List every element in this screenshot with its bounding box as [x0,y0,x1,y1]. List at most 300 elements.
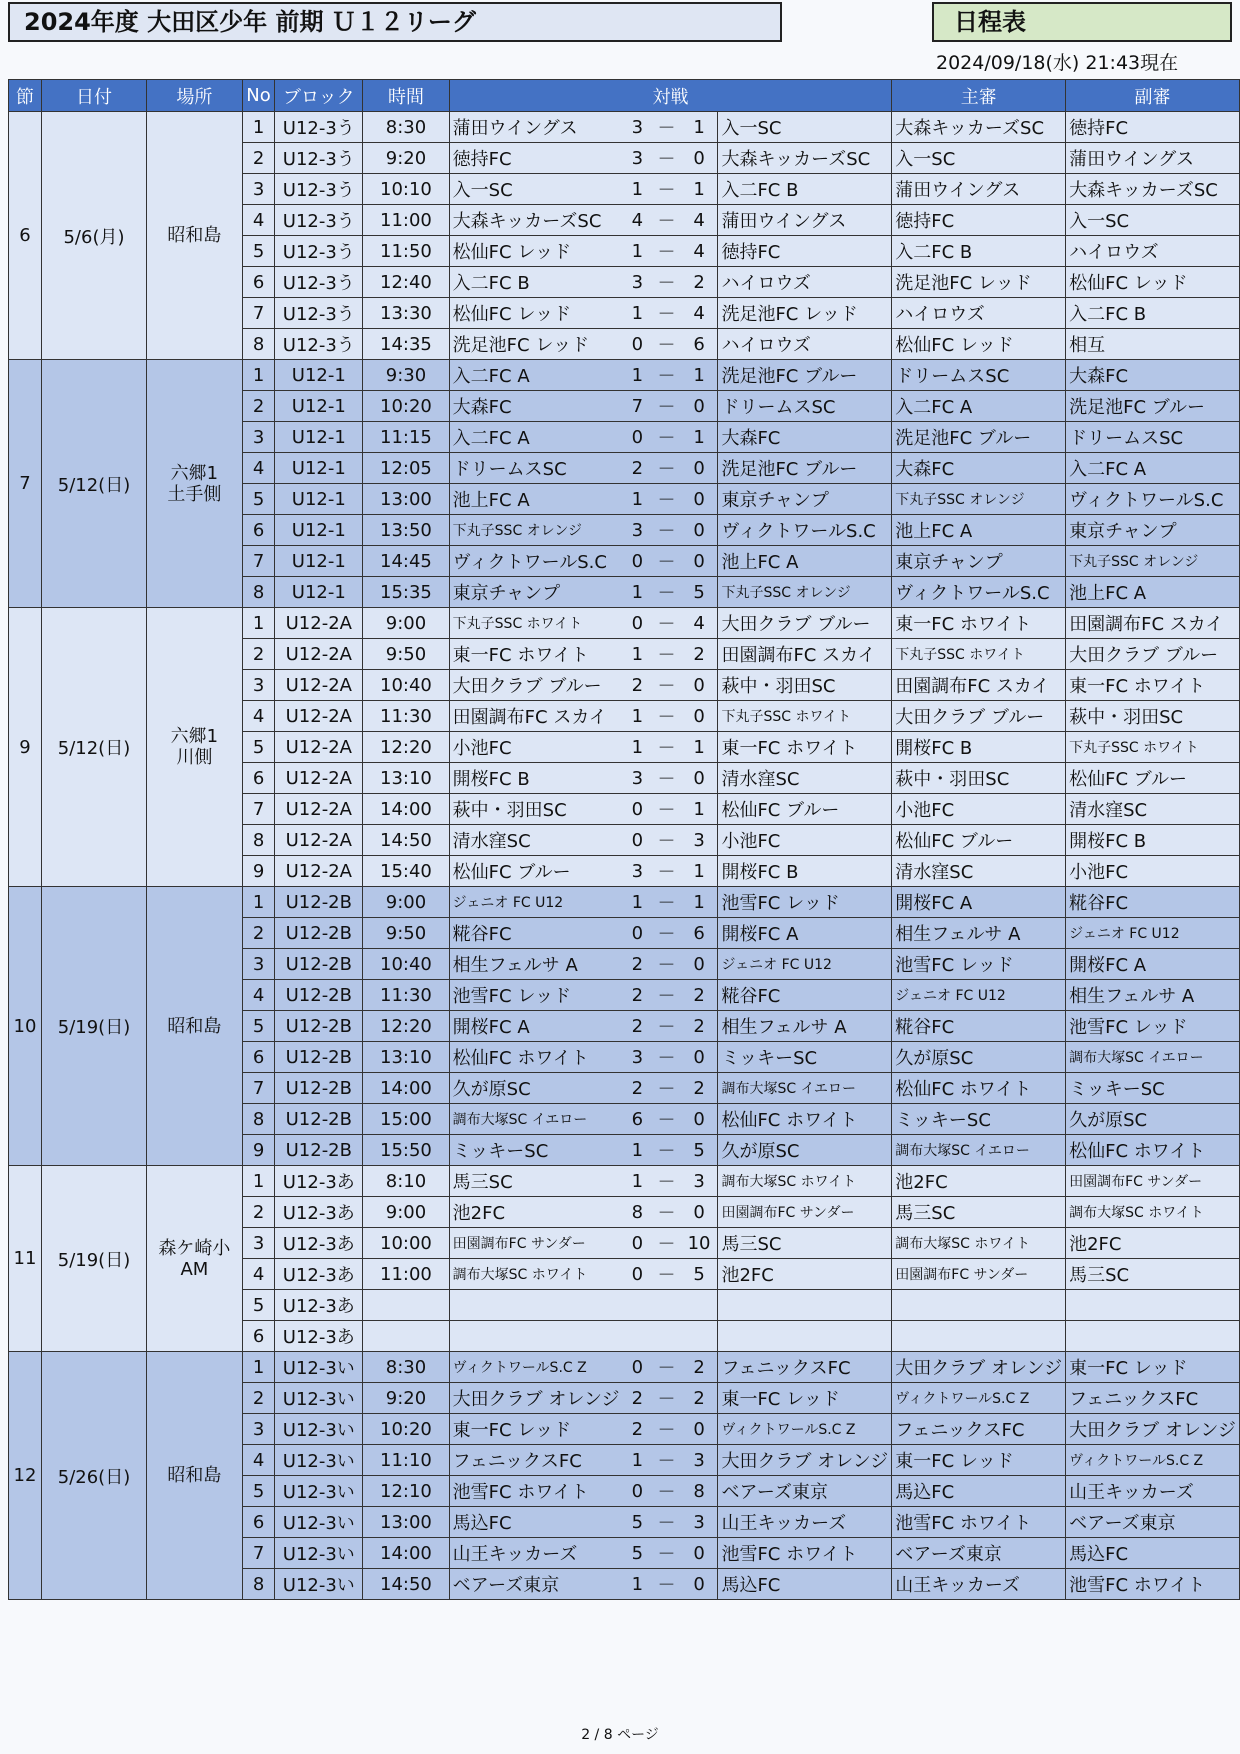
place-cell: 六郷1 土手側 [147,360,243,608]
place-cell: 昭和島 [147,887,243,1166]
time-cell: 9:00 [363,887,449,918]
score-dash: － [652,1011,680,1042]
block-cell: U12-3い [275,1445,363,1476]
block-cell: U12-2B [275,1042,363,1073]
away-team: 松仙FC ブルー [718,794,892,825]
match-no: 8 [242,1104,275,1135]
home-team: 池上FC A [449,484,622,515]
block-cell: U12-3あ [275,1228,363,1259]
match-no: 1 [242,887,275,918]
away-score: 0 [681,1197,718,1228]
block-cell: U12-3い [275,1383,363,1414]
score-dash: － [652,391,680,422]
match-no: 7 [242,546,275,577]
away-score: 0 [681,949,718,980]
score-dash: － [652,422,680,453]
referee-cell: 糀谷FC [892,1011,1066,1042]
home-score: 0 [623,608,653,639]
referee-cell [892,1321,1066,1352]
home-team: 松仙FC レッド [449,236,622,267]
table-row [9,1166,1240,1197]
assistant-cell [1066,1321,1240,1352]
away-team: 小池FC [718,825,892,856]
block-cell: U12-1 [275,484,363,515]
home-team: 小池FC [449,732,622,763]
time-cell: 12:10 [363,1476,449,1507]
referee-cell: 洗足池FC レッド [892,267,1066,298]
block-cell: U12-2A [275,856,363,887]
time-cell: 12:40 [363,267,449,298]
assistant-cell: 馬込FC [1066,1538,1240,1569]
time-cell: 11:00 [363,1259,449,1290]
away-team: 大田クラブ オレンジ [718,1445,892,1476]
score-dash: － [652,1042,680,1073]
score-dash: － [652,1414,680,1445]
time-cell: 10:40 [363,670,449,701]
match-no: 3 [242,1414,275,1445]
referee-cell: ミッキーSC [892,1104,1066,1135]
match-no: 1 [242,1352,275,1383]
home-team: 大田クラブ オレンジ [449,1383,622,1414]
score-dash: － [652,360,680,391]
referee-cell: 久が原SC [892,1042,1066,1073]
home-team: 池2FC [449,1197,622,1228]
time-cell: 13:50 [363,515,449,546]
block-cell: U12-2A [275,825,363,856]
home-score: 0 [623,1352,653,1383]
assistant-cell: ヴィクトワールS.C Z [1066,1445,1240,1476]
assistant-cell: 入二FC A [1066,453,1240,484]
away-team: 萩中・羽田SC [718,670,892,701]
home-score: 1 [623,298,653,329]
match-no: 2 [242,639,275,670]
assistant-cell: 下丸子SSC ホワイト [1066,732,1240,763]
match-no: 7 [242,298,275,329]
referee-cell: 大森FC [892,453,1066,484]
match-no: 3 [242,949,275,980]
match-no: 5 [242,484,275,515]
away-score: 5 [681,1135,718,1166]
home-score: 1 [623,1445,653,1476]
away-team: 蒲田ウイングス [718,205,892,236]
time-cell: 14:50 [363,825,449,856]
referee-cell: 大田クラブ オレンジ [892,1352,1066,1383]
block-cell: U12-1 [275,453,363,484]
referee-cell: 馬込FC [892,1476,1066,1507]
score-dash: － [652,701,680,732]
home-score: 2 [623,949,653,980]
score-dash: － [652,1166,680,1197]
away-score: 2 [681,1073,718,1104]
assistant-cell: 池雪FC ホワイト [1066,1569,1240,1600]
match-no: 8 [242,577,275,608]
match-no: 5 [242,1011,275,1042]
score-dash: － [652,1259,680,1290]
match-no: 4 [242,980,275,1011]
place-cell: 昭和島 [147,1352,243,1600]
place-cell: 森ケ崎小 AM [147,1166,243,1352]
away-team: 入二FC B [718,174,892,205]
home-team: 清水窪SC [449,825,622,856]
block-cell: U12-2A [275,639,363,670]
referee-cell: 入二FC B [892,236,1066,267]
assistant-cell: 池雪FC レッド [1066,1011,1240,1042]
col-round: 節 [9,80,42,112]
home-team: 馬込FC [449,1507,622,1538]
referee-cell: 洗足池FC ブルー [892,422,1066,453]
round-cell: 12 [9,1352,42,1600]
page-number: 2 / 8 ページ [581,1727,659,1743]
home-team: 下丸子SSC ホワイト [449,608,622,639]
time-cell: 9:20 [363,143,449,174]
home-score: 3 [623,515,653,546]
time-cell [363,1290,449,1321]
home-team: 久が原SC [449,1073,622,1104]
time-cell: 14:45 [363,546,449,577]
away-score: 0 [681,143,718,174]
home-team: 田園調布FC スカイ [449,701,622,732]
home-team: ミッキーSC [449,1135,622,1166]
away-score: 0 [681,670,718,701]
time-cell: 10:10 [363,174,449,205]
assistant-cell: ジェニオ FC U12 [1066,918,1240,949]
home-team: 松仙FC ブルー [449,856,622,887]
away-team: 東一FC ホワイト [718,732,892,763]
block-cell: U12-3う [275,174,363,205]
home-score: 5 [623,1507,653,1538]
home-team: 相生フェルサ A [449,949,622,980]
match-no: 4 [242,205,275,236]
block-cell: U12-1 [275,391,363,422]
referee-cell: 下丸子SSC オレンジ [892,484,1066,515]
away-score: 0 [681,701,718,732]
assistant-cell: 糀谷FC [1066,887,1240,918]
referee-cell: ジェニオ FC U12 [892,980,1066,1011]
away-score: 4 [681,236,718,267]
away-team: 馬込FC [718,1569,892,1600]
score-dash: － [652,1104,680,1135]
assistant-cell: 久が原SC [1066,1104,1240,1135]
round-cell: 6 [9,112,42,360]
referee-cell: 馬三SC [892,1197,1066,1228]
away-team: 下丸子SSC オレンジ [718,577,892,608]
match-no: 9 [242,856,275,887]
home-team: 池雪FC レッド [449,980,622,1011]
block-cell: U12-2B [275,887,363,918]
away-team: ドリームスSC [718,391,892,422]
home-score: 6 [623,1104,653,1135]
away-score: 5 [681,577,718,608]
home-score: 1 [623,174,653,205]
away-team: 洗足池FC ブルー [718,453,892,484]
match-no: 7 [242,1538,275,1569]
away-score: 5 [681,1259,718,1290]
away-team: 池雪FC レッド [718,887,892,918]
away-score: 2 [681,1352,718,1383]
referee-cell: 小池FC [892,794,1066,825]
round-cell: 7 [9,360,42,608]
time-cell: 12:20 [363,1011,449,1042]
away-score: 2 [681,267,718,298]
away-team: 松仙FC ホワイト [718,1104,892,1135]
home-team: 調布大塚SC イエロー [449,1104,622,1135]
away-score: 3 [681,1445,718,1476]
assistant-cell: 調布大塚SC ホワイト [1066,1197,1240,1228]
score-dash: － [652,1352,680,1383]
time-cell: 11:30 [363,980,449,1011]
time-cell: 14:00 [363,794,449,825]
match-no: 1 [242,608,275,639]
home-score: 2 [623,980,653,1011]
away-team: 入一SC [718,112,892,143]
block-cell: U12-3あ [275,1166,363,1197]
assistant-cell: 開桜FC B [1066,825,1240,856]
block-cell: U12-3う [275,236,363,267]
away-team: ジェニオ FC U12 [718,949,892,980]
away-team: ベアーズ東京 [718,1476,892,1507]
date-cell: 5/19(日) [41,887,146,1166]
home-score: 3 [623,856,653,887]
home-team: 山王キッカーズ [449,1538,622,1569]
assistant-cell: 馬三SC [1066,1259,1240,1290]
assistant-cell: 萩中・羽田SC [1066,701,1240,732]
away-score: 4 [681,205,718,236]
home-team: フェニックスFC [449,1445,622,1476]
referee-cell: 萩中・羽田SC [892,763,1066,794]
away-score: 8 [681,1476,718,1507]
block-cell: U12-3あ [275,1290,363,1321]
assistant-cell: 洗足池FC ブルー [1066,391,1240,422]
place-cell: 六郷1 川側 [147,608,243,887]
home-score: 2 [623,670,653,701]
block-cell: U12-1 [275,577,363,608]
away-score: 1 [681,360,718,391]
date-cell: 5/12(日) [41,608,146,887]
match-no: 8 [242,825,275,856]
referee-cell: 調布大塚SC イエロー [892,1135,1066,1166]
time-cell: 9:30 [363,360,449,391]
block-cell: U12-2B [275,918,363,949]
score-dash: － [652,1476,680,1507]
match-no: 2 [242,391,275,422]
block-cell: U12-1 [275,422,363,453]
away-score [681,1321,718,1352]
away-score: 0 [681,1104,718,1135]
time-cell: 9:20 [363,1383,449,1414]
score-dash: － [652,918,680,949]
block-cell: U12-1 [275,360,363,391]
home-team: ドリームスSC [449,453,622,484]
referee-cell: 調布大塚SC ホワイト [892,1228,1066,1259]
assistant-cell: 東一FC ホワイト [1066,670,1240,701]
home-score: 4 [623,205,653,236]
away-team: フェニックスFC [718,1352,892,1383]
col-assistant: 副審 [1066,80,1240,112]
away-team: 東一FC レッド [718,1383,892,1414]
col-match: 対戦 [449,80,892,112]
score-dash: － [652,1507,680,1538]
block-cell: U12-3い [275,1476,363,1507]
time-cell: 8:30 [363,112,449,143]
assistant-cell: ドリームスSC [1066,422,1240,453]
time-cell: 14:00 [363,1073,449,1104]
away-score: 1 [681,887,718,918]
score-dash: － [652,1445,680,1476]
home-team: 入二FC B [449,267,622,298]
referee-cell: 池雪FC ホワイト [892,1507,1066,1538]
referee-cell: 相生フェルサ A [892,918,1066,949]
match-no: 8 [242,1569,275,1600]
away-team [718,1290,892,1321]
home-team: 下丸子SSC オレンジ [449,515,622,546]
referee-cell: 東一FC ホワイト [892,608,1066,639]
away-team: 開桜FC B [718,856,892,887]
away-team: 東京チャンプ [718,484,892,515]
score-dash: － [652,1569,680,1600]
away-score: 2 [681,1011,718,1042]
home-team: 松仙FC レッド [449,298,622,329]
block-cell: U12-2A [275,608,363,639]
schedule-label: 日程表 [932,2,1232,42]
away-team: 田園調布FC サンダー [718,1197,892,1228]
assistant-cell: 東一FC レッド [1066,1352,1240,1383]
away-team: ヴィクトワールS.C [718,515,892,546]
home-score: 8 [623,1197,653,1228]
assistant-cell: 松仙FC ブルー [1066,763,1240,794]
time-cell: 14:50 [363,1569,449,1600]
score-dash: － [652,794,680,825]
away-score: 3 [681,1166,718,1197]
home-score: 2 [623,453,653,484]
score-dash: － [652,267,680,298]
away-score: 1 [681,794,718,825]
assistant-cell: 調布大塚SC イエロー [1066,1042,1240,1073]
assistant-cell: 池上FC A [1066,577,1240,608]
away-team: 久が原SC [718,1135,892,1166]
block-cell: U12-2B [275,1104,363,1135]
assistant-cell: ミッキーSC [1066,1073,1240,1104]
home-score: 1 [623,236,653,267]
home-score: 1 [623,1135,653,1166]
referee-cell: 徳持FC [892,205,1066,236]
score-dash: － [652,112,680,143]
away-team: ハイロウズ [718,267,892,298]
home-score: 1 [623,701,653,732]
block-cell: U12-3い [275,1507,363,1538]
referee-cell: ドリームスSC [892,360,1066,391]
home-score: 1 [623,1166,653,1197]
home-score: 0 [623,1259,653,1290]
referee-cell: 大田クラブ ブルー [892,701,1066,732]
away-score: 0 [681,515,718,546]
round-cell: 11 [9,1166,42,1352]
assistant-cell: 田園調布FC スカイ [1066,608,1240,639]
score-dash: － [652,856,680,887]
score-dash: － [652,515,680,546]
assistant-cell: 田園調布FC サンダー [1066,1166,1240,1197]
referee-cell: 田園調布FC スカイ [892,670,1066,701]
away-score: 0 [681,453,718,484]
match-no: 2 [242,1197,275,1228]
home-score: 2 [623,1383,653,1414]
assistant-cell: 相生フェルサ A [1066,980,1240,1011]
home-team: 東一FC レッド [449,1414,622,1445]
away-score: 0 [681,1569,718,1600]
home-team: ヴィクトワールS.C Z [449,1352,622,1383]
home-score: 1 [623,639,653,670]
score-dash: － [652,453,680,484]
home-team: 池雪FC ホワイト [449,1476,622,1507]
score-dash: － [652,236,680,267]
home-team: 徳持FC [449,143,622,174]
home-team: 田園調布FC サンダー [449,1228,622,1259]
away-team: 下丸子SSC ホワイト [718,701,892,732]
block-cell: U12-2B [275,1135,363,1166]
round-cell: 9 [9,608,42,887]
referee-cell: 松仙FC レッド [892,329,1066,360]
referee-cell: フェニックスFC [892,1414,1066,1445]
assistant-cell: 蒲田ウイングス [1066,143,1240,174]
block-cell: U12-3い [275,1538,363,1569]
time-cell: 9:50 [363,639,449,670]
home-team [449,1290,622,1321]
time-cell: 11:15 [363,422,449,453]
home-team: 萩中・羽田SC [449,794,622,825]
referee-cell: 入一SC [892,143,1066,174]
away-team: 清水窪SC [718,763,892,794]
table-row [9,112,1240,143]
match-no: 1 [242,360,275,391]
home-score: 3 [623,1042,653,1073]
match-no: 2 [242,918,275,949]
assistant-cell: 小池FC [1066,856,1240,887]
referee-cell: 池上FC A [892,515,1066,546]
block-cell: U12-2A [275,670,363,701]
col-block: ブロック [275,80,363,112]
time-cell: 10:40 [363,949,449,980]
score-dash: － [652,608,680,639]
score-dash: － [652,763,680,794]
match-no: 3 [242,174,275,205]
time-cell: 11:30 [363,701,449,732]
time-cell: 10:20 [363,391,449,422]
score-dash: － [652,639,680,670]
block-cell: U12-2A [275,763,363,794]
away-score: 1 [681,422,718,453]
assistant-cell: 大田クラブ オレンジ [1066,1414,1240,1445]
match-no: 7 [242,794,275,825]
table-row [9,608,1240,639]
home-team: 松仙FC ホワイト [449,1042,622,1073]
match-no: 6 [242,267,275,298]
away-team: 洗足池FC レッド [718,298,892,329]
away-team: ハイロウズ [718,329,892,360]
home-team: 大森FC [449,391,622,422]
block-cell: U12-3い [275,1569,363,1600]
block-cell: U12-3う [275,205,363,236]
referee-cell: 東京チャンプ [892,546,1066,577]
assistant-cell: 大田クラブ ブルー [1066,639,1240,670]
away-score: 6 [681,918,718,949]
round-cell: 10 [9,887,42,1166]
away-score: 0 [681,484,718,515]
block-cell: U12-3う [275,112,363,143]
time-cell: 8:30 [363,1352,449,1383]
away-score: 0 [681,546,718,577]
match-no: 5 [242,1290,275,1321]
home-team: 東京チャンプ [449,577,622,608]
score-dash: － [652,174,680,205]
